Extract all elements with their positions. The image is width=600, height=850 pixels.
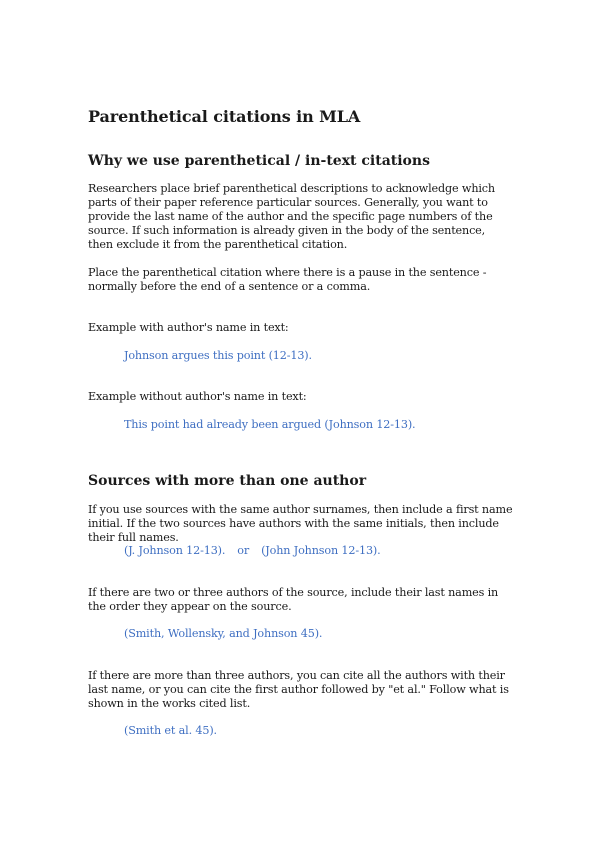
paragraph-same-surnames: If you use sources with the same author surnames, then include a first name initial. If the two sources have authors with the same initials, then include their full names. [88,503,513,544]
page-title: Parenthetical citations in MLA [88,107,361,126]
example-citation-initial: (J. Johnson 12-13). [124,544,226,557]
example-label-with-name: Example with author's name in text: [88,321,289,334]
paragraph-placement: Place the parenthetical citation where there is a pause in the sentence - normally before the end of a sentence or a comma. [88,266,487,293]
example-citation-et-al: (Smith et al. 45). [124,724,217,737]
example-or-word: or [237,544,250,557]
section-heading-why: Why we use parenthetical / in-text citations [88,153,430,169]
example-label-without-name: Example without author's name in text: [88,390,307,403]
example-citation-three-authors: (Smith, Wollensky, and Johnson 45). [124,627,323,640]
section-heading-multiple-authors: Sources with more than one author [88,473,367,489]
paragraph-researchers: Researchers place brief parenthetical descriptions to acknowledge which parts of their paper reference particular sources. Generally, you want to provide the last name of the author and the specific page numbers of the source. If such information is already given in the body of the sentence, then exclude it from the parenthetical citation. [88,182,495,251]
example-same-surname-citations [124,544,381,558]
example-citation-with-name: Johnson argues this point (12-13). [124,349,312,362]
paragraph-two-three-authors: If there are two or three authors of the source, include their last names in the order they appear on the source. [88,586,499,613]
example-citation-without-name: This point had already been argued (Johnson 12-13). [124,418,416,431]
paragraph-more-than-three: If there are more than three authors, you can cite all the authors with their last name, or you can cite the first author followed by "et al." Follow what is shown in the works cited list. [88,669,509,710]
example-citation-full-name: (John Johnson 12-13). [261,544,381,557]
